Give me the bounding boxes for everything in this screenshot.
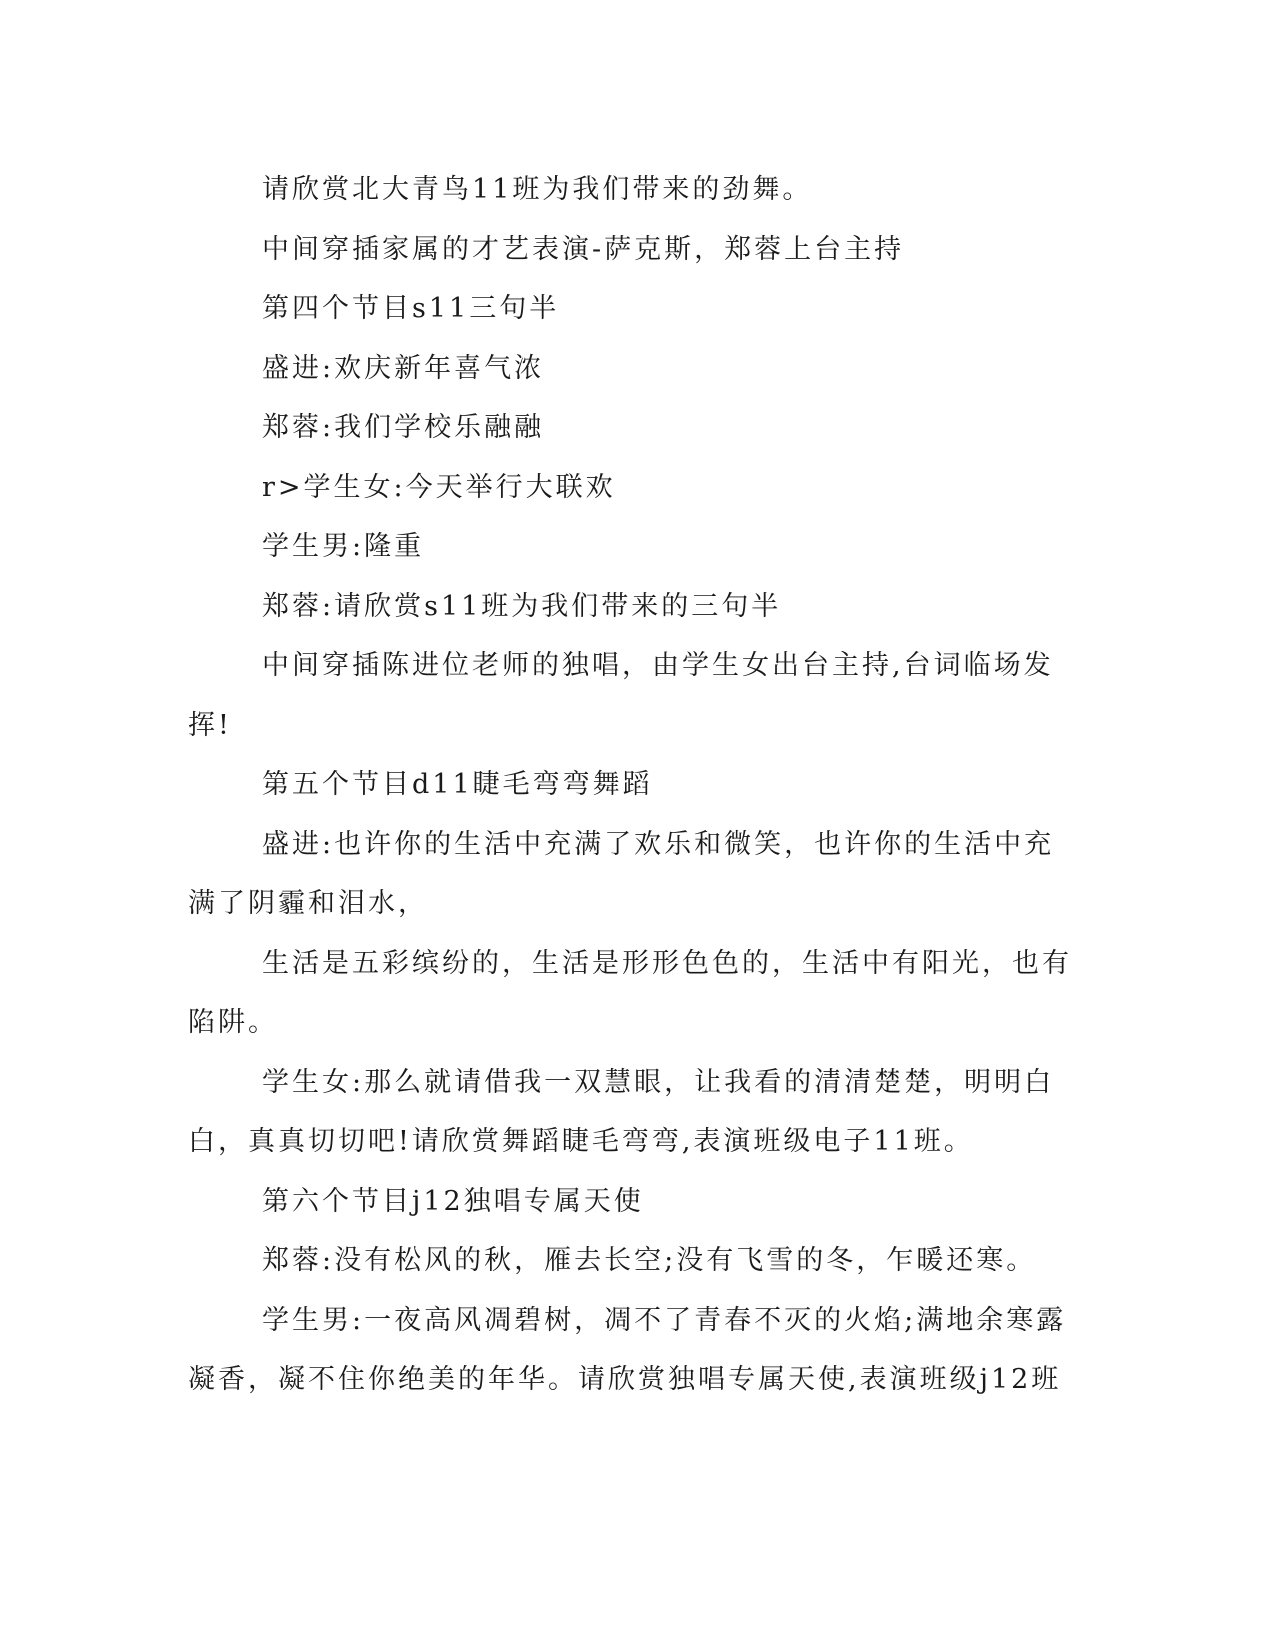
document-body [188,160,1078,1410]
paragraph: 学生男:隆重 [262,531,425,562]
paragraph: 中间穿插家属的才艺表演-萨克斯，郑蓉上台主持 [262,233,905,265]
paragraph: 郑蓉:我们学校乐融融 [262,412,545,443]
paragraph: r>学生女:今天举行大联欢 [262,471,616,503]
paragraph: 学生女:那么就请借我一双慧眼，让我看的清清楚楚，明明白白，真真切切吧!请欣赏舞蹈睫毛弯弯,表演班级电子11班。 [188,1066,1055,1157]
paragraph: 中间穿插陈进位老师的独唱，由学生女出台主持,台词临场发挥! [188,650,1054,741]
paragraph: 郑蓉:没有松风的秋，雁去长空;没有飞雪的冬，乍暖还寒。 [262,1245,1037,1276]
paragraph: 盛进:欢庆新年喜气浓 [262,352,545,384]
paragraph: 请欣赏北大青鸟11班为我们带来的劲舞。 [262,174,813,205]
paragraph: 生活是五彩缤纷的，生活是形形色色的，生活中有阳光，也有陷阱。 [188,947,1072,1038]
paragraph: 第六个节目j12独唱专属天使 [262,1185,644,1217]
paragraph: 郑蓉:请欣赏s11班为我们带来的三句半 [262,590,782,622]
paragraph: 学生男:一夜高风凋碧树，凋不了青春不灭的火焰;满地余寒露凝香，凝不住你绝美的年华。请欣赏独唱专属天使,表演班级j12班 [188,1304,1067,1395]
paragraph: 第四个节目s11三句半 [262,293,560,324]
paragraph: 盛进:也许你的生活中充满了欢乐和微笑，也许你的生活中充满了阴霾和泪水， [188,828,1055,919]
paragraph: 第五个节目d11睫毛弯弯舞蹈 [262,769,653,800]
